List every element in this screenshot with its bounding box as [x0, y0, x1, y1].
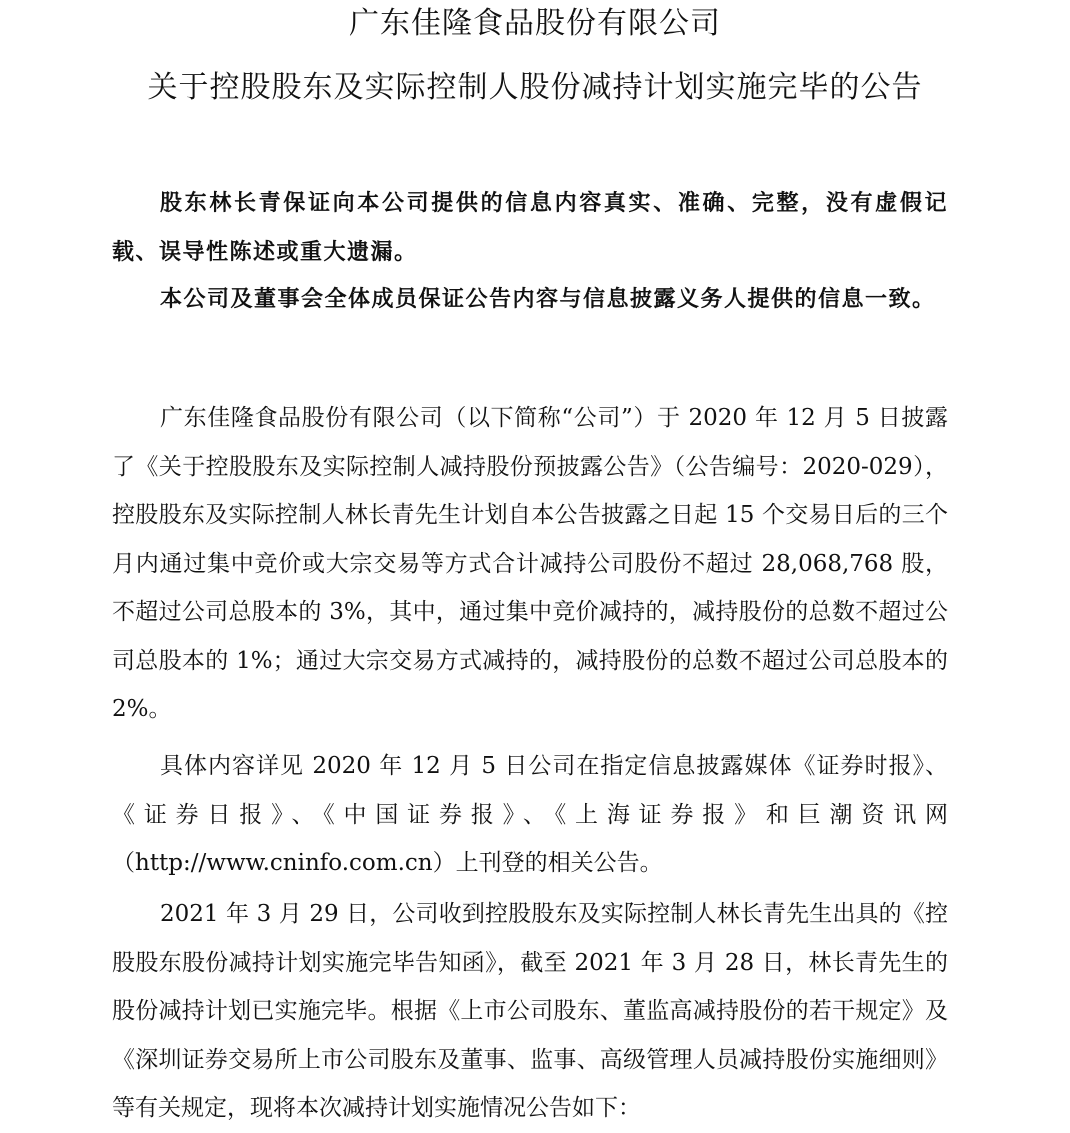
body-paragraph-plan: 广东佳隆食品股份有限公司（以下简称“公司”）于 2020 年 12 月 5 日披露了《关于控股股东及实际控制人减持股份预披露公告》（公告编号：2020-029），控股股东及实际控制人林长青先生计划自本公告披露之日起 15 个交易日后的三个月内通过集中竞价或大宗交易等方式合计减持公司股份不超过 28,068,768 股，不超过公司总股本的 3%，其中，通过集中竞价减持的，减持股份的总数不超过公司总股本的 1%；通过大宗交易方式减持的，减持股份的总数不超过公司总股本的 2%。: [112, 405, 948, 722]
company-title: 广东佳隆食品股份有限公司: [349, 6, 721, 41]
shareholder-statement: 股东林长青保证向本公司提供的信息内容真实、准确、完整，没有虚假记载、误导性陈述或重大遗漏。: [112, 191, 948, 265]
body-paragraph-completion: 2021 年 3 月 29 日，公司收到控股股东及实际控制人林长青先生出具的《控股股东股份减持计划实施完毕告知函》，截至 2021 年 3 月 28 日，林长青先生的股份减持计划已实施完毕。根据《上市公司股东、董监高减持股份的若干规定》及《深圳证券交易所上市公司股东及董事、监事、高级管理人员减持股份实施细则》等有关规定，现将本次减持计划实施情况公告如下：: [112, 901, 948, 1121]
body-paragraph-media: 具体内容详见 2020 年 12 月 5 日公司在指定信息披露媒体《证券时报》、《证券日报》、《中国证券报》、《上海证券报》和巨潮资讯网（http://www.cninfo.com.cn）上刊登的相关公告。: [112, 753, 948, 876]
board-statement: 本公司及董事会全体成员保证公告内容与信息披露义务人提供的信息一致。: [160, 287, 936, 312]
announcement-title: 关于控股股东及实际控制人股份减持计划实施完毕的公告: [147, 70, 923, 105]
